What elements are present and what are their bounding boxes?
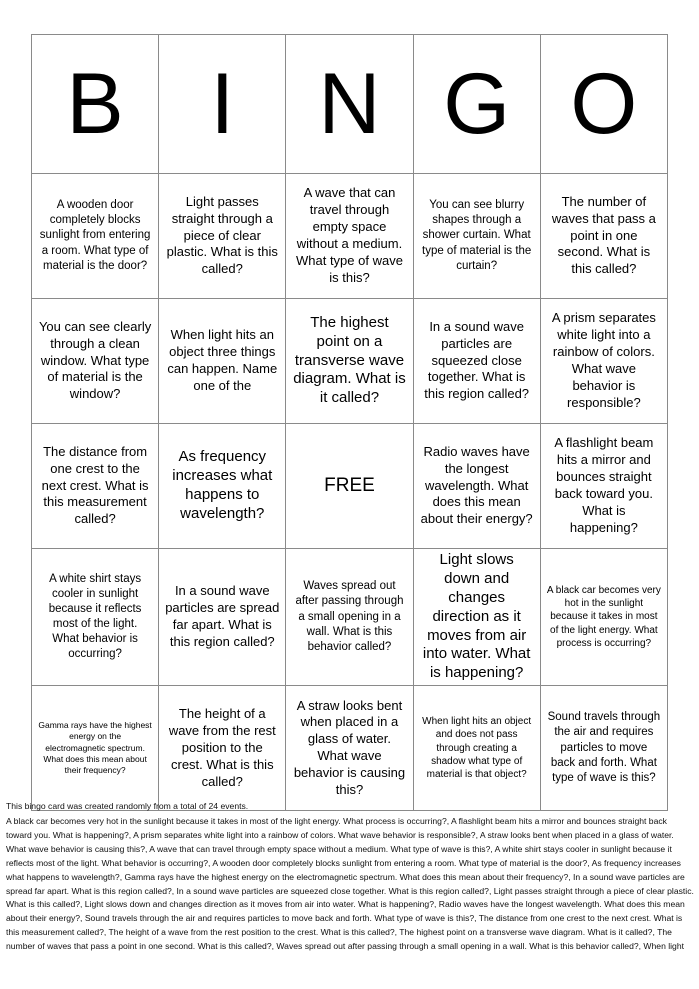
bingo-cell-text: A prism separates white light into a rainbow of colors. What wave behavior is responsible?	[551, 310, 656, 410]
bingo-cell-text: A straw looks bent when placed in a glass of water. What wave behavior is causing this?	[293, 697, 406, 798]
bingo-cell[interactable]	[413, 174, 540, 299]
bingo-cell[interactable]	[413, 424, 540, 549]
bingo-cell-text: The number of waves that pass a point in one second. What is this called?	[551, 193, 656, 277]
bingo-cell[interactable]	[540, 549, 667, 686]
footer-summary-line: This bingo card was created randomly from a total of 24 events.	[6, 801, 249, 811]
footer-event-list: A black car becomes very hot in the sunlight because it takes in most of the light energy. What process is occurring?, A flashlight beam hits a mirror and bounces straight back toward you. What is happening?, A prism separates white light into a rainbow of colors. What wave behavior is responsible?, A straw looks bent when placed in a glass of water. What wave behavior is causing this?, A wave that can travel through empty space without a medium. What type of wave is this?, A white shirt stays cooler in sunlight because it reflects most of the light. What behavior is occurring?, A wooden door completely blocks sunlight from entering a room. What type of material is the door?, As frequency increases what happens to wavelength?, Gamma rays have the highest energy on the electromagnetic spectrum. What does this mean about their frequency?, In a sound wave particles are spread far apart. What is this region called?, In a sound wave particles are squeezed close together. What is this region called?, Light passes straight through a piece of clear plastic. What is this called?, Light slows down and changes direction as it moves from air into water. What is happening?, Radio waves have the longest wavelength. What does this mean about their energy?, Sound travels through the air and requires particles to move back and forth. What type of wave is this?, The distance from one crest to the next crest. What is this measurement called?, The height of a wave from the rest position to the crest. What is this called?, The highest point on a transverse wave diagram. What is it called?, The number of waves that pass a point in one second. What is this called?, Waves spread out after passing through a small opening in a wall. What is this behavior called?, When light	[6, 815, 694, 952]
bingo-cell-text: Waves spread out after passing through a small opening in a wall. What is this behavior called?	[295, 580, 404, 653]
bingo-header-letter: G	[443, 56, 511, 152]
bingo-cell-text: Light passes straight through a piece of clear plastic. What is this called?	[166, 193, 278, 277]
bingo-header-cell-b	[32, 35, 159, 174]
bingo-cell-text: The distance from one crest to the next crest. What is this measurement called?	[41, 443, 149, 527]
bingo-cell-text: You can see clearly through a clean window. What type of material is the window?	[38, 318, 152, 402]
bingo-header-letter: N	[318, 56, 381, 152]
bingo-free-cell[interactable]	[286, 424, 413, 549]
bingo-cell[interactable]	[413, 299, 540, 424]
bingo-cell[interactable]	[159, 299, 286, 424]
bingo-cell-text: A black car becomes very hot in the sunlight because it takes in most of the light energy. What process is occurring?	[546, 584, 661, 650]
bingo-cell-text: When light hits an object three things can happen. Name one of the	[167, 327, 278, 393]
bingo-cell[interactable]	[32, 174, 159, 299]
bingo-row	[32, 299, 668, 424]
bingo-cell[interactable]	[286, 686, 413, 811]
bingo-cell-text: When light hits an object and does not pass through creating a shadow what type of material is that object?	[422, 715, 532, 781]
bingo-header-cell-o	[540, 35, 667, 174]
bingo-cell[interactable]	[159, 424, 286, 549]
bingo-cell[interactable]	[413, 549, 540, 686]
bingo-cell-text: In a sound wave particles are spread far apart. What is this region called?	[165, 583, 280, 649]
bingo-cell-text: The highest point on a transverse wave diagram. What is it called?	[293, 313, 406, 407]
bingo-row	[32, 424, 668, 549]
bingo-header-cell-i	[159, 35, 286, 174]
bingo-cell-text: Radio waves have the longest wavelength. What does this mean about their energy?	[420, 443, 533, 527]
bingo-cell[interactable]	[286, 549, 413, 686]
bingo-cell-text: The height of a wave from the rest position to the crest. What is this called?	[168, 706, 276, 789]
bingo-cell-text: Light slows down and changes direction as it moves from air into water. What is happening?	[422, 551, 531, 682]
bingo-cell[interactable]	[540, 686, 667, 811]
bingo-grid	[31, 34, 668, 811]
bingo-cell[interactable]	[32, 549, 159, 686]
bingo-cell[interactable]	[159, 686, 286, 811]
bingo-header-cell-g	[413, 35, 540, 174]
bingo-cell[interactable]	[32, 424, 159, 549]
bingo-cell[interactable]	[540, 424, 667, 549]
bingo-cell-text: A wave that can travel through empty space without a medium. What type of wave is this?	[295, 185, 403, 285]
bingo-cell-text: A flashlight beam hits a mirror and bounces straight back toward you. What is happening?	[554, 435, 654, 535]
bingo-row	[32, 686, 668, 811]
bingo-cell-text: A white shirt stays cooler in sunlight because it reflects most of the light. What behavior is occurring?	[48, 572, 142, 661]
bingo-header-letter: O	[570, 56, 638, 152]
bingo-row	[32, 549, 668, 686]
bingo-header-letter: B	[66, 56, 124, 152]
bingo-cell[interactable]	[413, 686, 540, 811]
bingo-cell-text: A wooden door completely blocks sunlight from entering a room. What type of material is the door?	[39, 199, 151, 272]
bingo-cell-text: Gamma rays have the highest energy on the electromagnetic spectrum. What does this mean about their frequency?	[38, 719, 152, 776]
bingo-card	[31, 34, 668, 798]
bingo-cell[interactable]	[159, 549, 286, 686]
bingo-row	[32, 174, 668, 299]
bingo-cell[interactable]	[32, 686, 159, 811]
bingo-cell[interactable]	[540, 174, 667, 299]
bingo-header-letter: I	[210, 56, 235, 152]
bingo-cell[interactable]	[286, 299, 413, 424]
bingo-cell[interactable]	[540, 299, 667, 424]
bingo-cell-text: As frequency increases what happens to wavelength?	[172, 448, 273, 522]
bingo-cell-text: In a sound wave particles are squeezed close together. What is this region called?	[424, 318, 530, 402]
bingo-free-label: FREE	[324, 474, 375, 496]
footer-text-block	[6, 800, 694, 954]
bingo-cell-text: You can see blurry shapes through a shower curtain. What type of material is the curtain?	[422, 199, 532, 272]
bingo-cell[interactable]	[32, 299, 159, 424]
bingo-header-row	[32, 35, 668, 174]
bingo-header-cell-n	[286, 35, 413, 174]
bingo-cell[interactable]	[159, 174, 286, 299]
bingo-cell-text: Sound travels through the air and requires particles to move back and forth. What type of wave is this?	[547, 711, 661, 784]
bingo-cell[interactable]	[286, 174, 413, 299]
